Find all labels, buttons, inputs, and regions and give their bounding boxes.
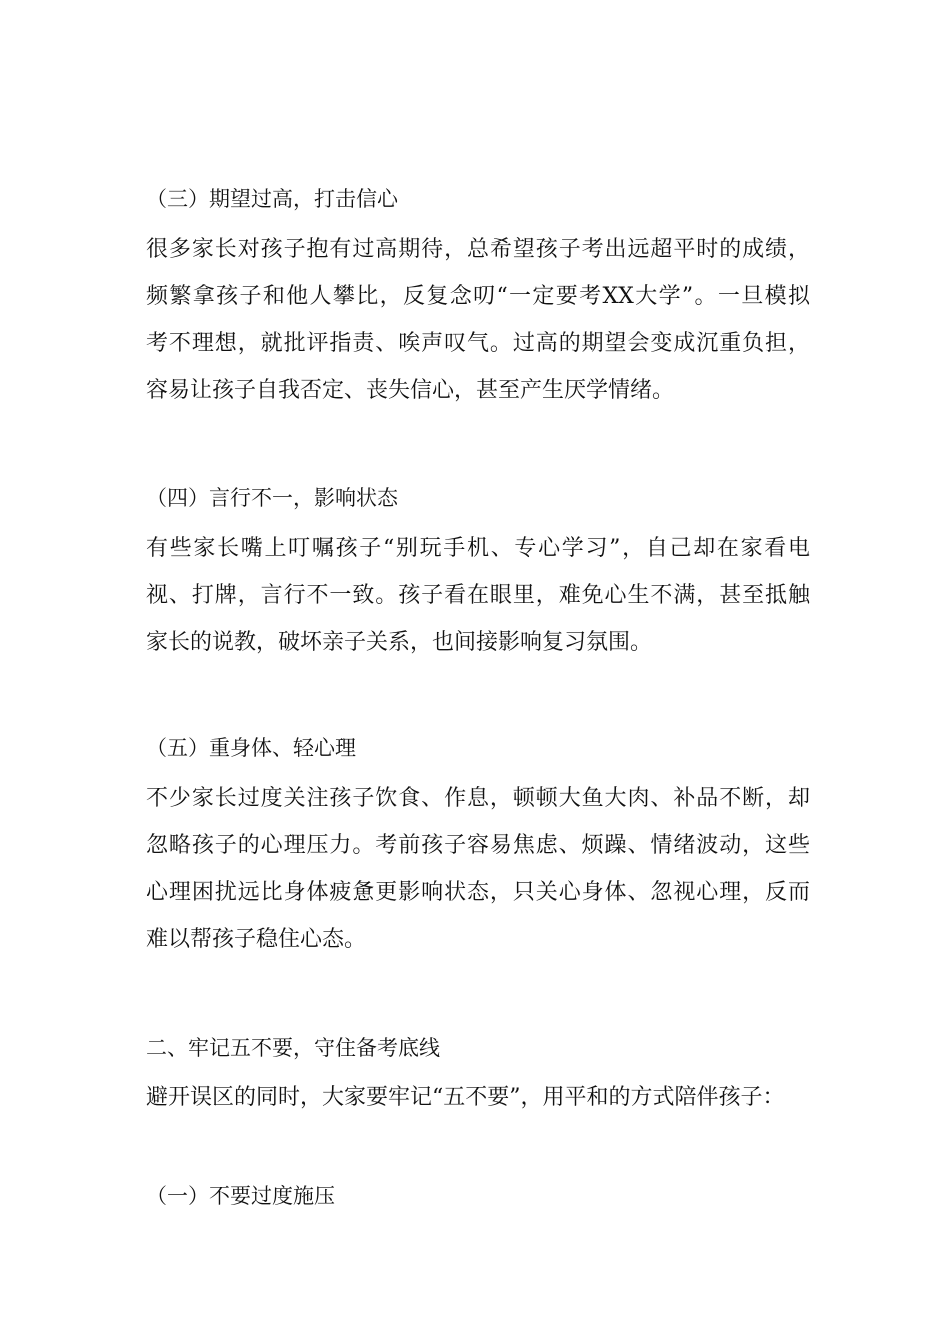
paragraph-line: 家长的说教，破坏亲子关系，也间接影响复习氛围。 [146, 630, 653, 655]
paragraph-line: 不少家长过度关注孩子饮食、作息，顿顿大鱼大肉、补品不断，却 [146, 786, 810, 811]
section-paragraph-5 [146, 775, 810, 963]
paragraph-line: 容易让孩子自我否定、丧失信心，甚至产生厌学情绪。 [146, 378, 675, 403]
part-intro-paragraph [146, 1074, 810, 1121]
paragraph-line: 频繁拿孩子和他人攀比，反复念叨“一定要考XX大学”。一旦模拟 [146, 284, 810, 309]
paragraph-line: 视、打牌，言行不一致。孩子看在眼里，难免心生不满，甚至抵触 [146, 583, 810, 608]
section-heading-4: （四）言行不一，影响状态 [146, 486, 398, 510]
paragraph-line: 考不理想，就批评指责、唉声叹气。过高的期望会变成沉重负担， [146, 331, 810, 356]
section-paragraph-4 [146, 525, 810, 666]
part-heading-2: 二、牢记五不要，守住备考底线 [146, 1036, 440, 1060]
section-heading-3: （三）期望过高，打击信心 [146, 187, 398, 211]
paragraph-line: 难以帮孩子稳住心态。 [146, 927, 367, 952]
section-paragraph-3 [146, 226, 810, 414]
paragraph-line: 很多家长对孩子抱有过高期待，总希望孩子考出远超平时的成绩， [146, 237, 810, 262]
paragraph-line: 避开误区的同时，大家要牢记“五不要”，用平和的方式陪伴孩子： [146, 1085, 785, 1110]
paragraph-line: 忽略孩子的心理压力。考前孩子容易焦虑、烦躁、情绪波动，这些 [146, 833, 810, 858]
paragraph-line: 有些家长嘴上叮嘱孩子“别玩手机、专心学习”，自己却在家看电 [146, 536, 810, 561]
section-heading-5: （五）重身体、轻心理 [146, 736, 356, 760]
subsection-heading-1: （一）不要过度施压 [146, 1184, 335, 1208]
paragraph-line: 心理困扰远比身体疲惫更影响状态，只关心身体、忽视心理，反而 [146, 880, 810, 905]
